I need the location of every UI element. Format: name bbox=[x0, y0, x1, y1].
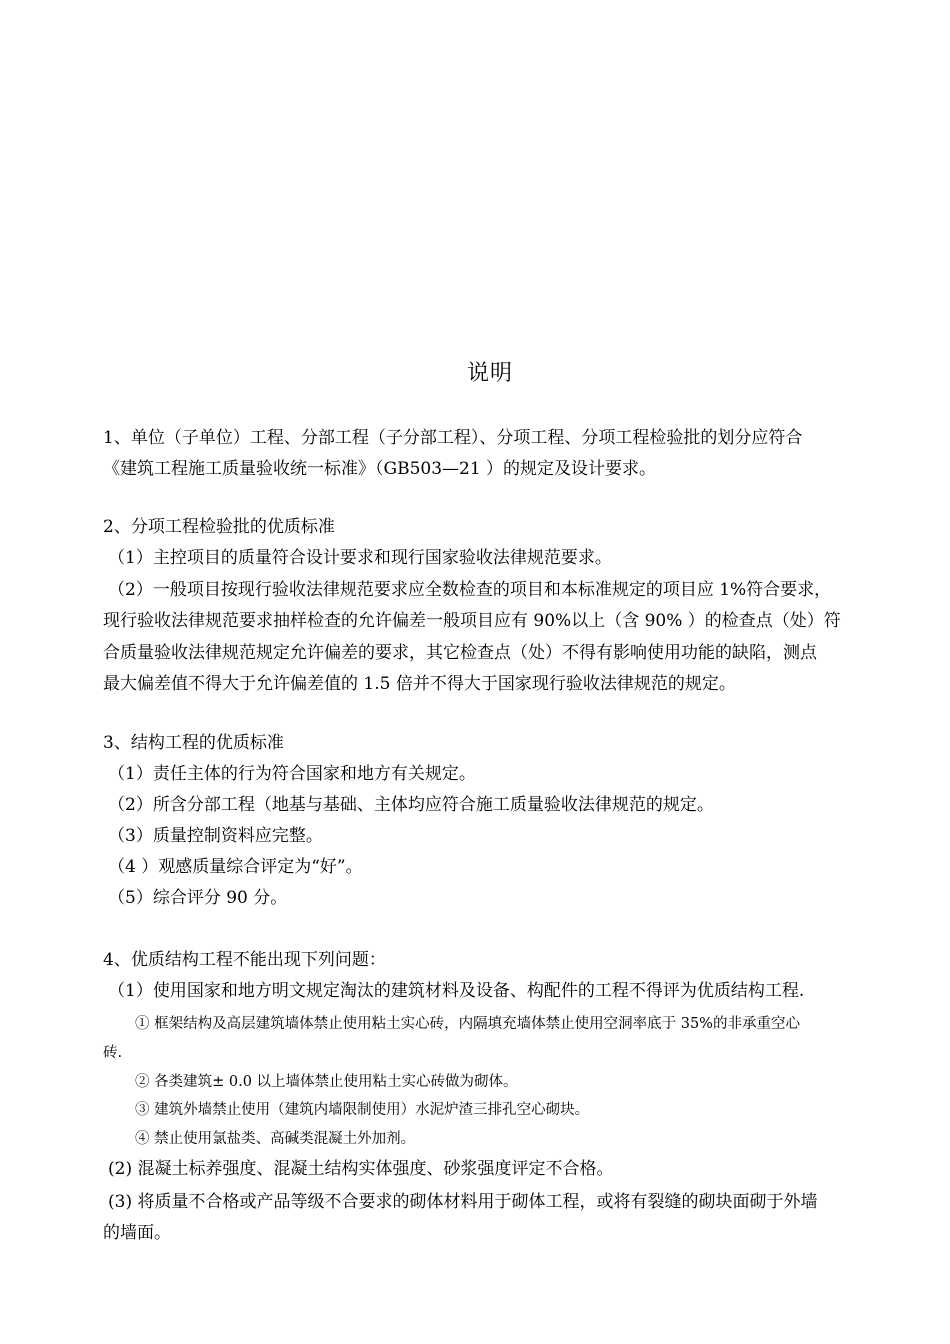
page-title: 说明 bbox=[466, 361, 513, 386]
paragraph-line: 1、单位（子单位）工程、分部工程（子分部工程）、分项工程、分项工程检验批的划分应符合 bbox=[103, 428, 803, 448]
paragraph-line: （3）质量控制资料应完整。 bbox=[108, 826, 323, 846]
paragraph-line: （2）一般项目按现行验收法律规范要求应全数检查的项目和本标准规定的项目应 1%符合要求， bbox=[108, 580, 832, 600]
list-item: ③ 建筑外墙禁止使用（建筑内墙限制使用）水泥炉渣三排孔空心砌块。 bbox=[135, 1102, 590, 1118]
paragraph-line: （1）使用国家和地方明文规定淘汰的建筑材料及设备、构配件的工程不得评为优质结构工程. bbox=[108, 981, 805, 1001]
paragraph-line: （1）责任主体的行为符合国家和地方有关规定。 bbox=[108, 764, 476, 784]
paragraph-line: （2）所含分部工程（地基与基础、主体均应符合施工质量验收法律规范的规定。 bbox=[108, 795, 714, 815]
paragraph-line: 合质量验收法律规范规定允许偏差的要求，其它检查点（处）不得有影响使用功能的缺陷，测点 bbox=[103, 643, 817, 663]
section-heading: 3、结构工程的优质标准 bbox=[103, 733, 284, 753]
list-item: 砖. bbox=[103, 1045, 123, 1061]
paragraph-line: (3) 将质量不合格或产品等级不合要求的砌体材料用于砌体工程，或将有裂缝的砌块面砌于外墙 bbox=[108, 1192, 818, 1212]
paragraph-line: （4 ）观感质量综合评定为“好”。 bbox=[108, 857, 363, 877]
list-item: ④ 禁止使用氯盐类、高碱类混凝土外加剂。 bbox=[135, 1131, 416, 1147]
list-item: ① 框架结构及高层建筑墙体禁止使用粘土实心砖，内隔填充墙体禁止使用空洞率底于 35%的非承重空心 bbox=[135, 1016, 800, 1032]
paragraph-line: （5）综合评分 90 分。 bbox=[108, 888, 288, 908]
section-heading: 4、优质结构工程不能出现下列问题： bbox=[103, 950, 386, 970]
paragraph-line: (2) 混凝土标养强度、混凝土结构实体强度、砂浆强度评定不合格。 bbox=[108, 1159, 614, 1179]
paragraph-line: 现行验收法律规范要求抽样检查的允许偏差一般项目应有 90%以上（含 90% ）的检查点（处）符 bbox=[103, 611, 841, 631]
section-heading: 2、分项工程检验批的优质标准 bbox=[103, 517, 335, 537]
list-item: ② 各类建筑± 0.0 以上墙体禁止使用粘土实心砖做为砌体。 bbox=[135, 1074, 518, 1090]
paragraph-line: 的墙面。 bbox=[103, 1223, 171, 1243]
paragraph-line: 《建筑工程施工质量验收统一标准》（GB503—21 ）的规定及设计要求。 bbox=[103, 459, 657, 479]
paragraph-line: 最大偏差值不得大于允许偏差值的 1.5 倍并不得大于国家现行验收法律规范的规定。 bbox=[103, 674, 736, 694]
paragraph-line: （1）主控项目的质量符合设计要求和现行国家验收法律规范要求。 bbox=[108, 548, 612, 568]
